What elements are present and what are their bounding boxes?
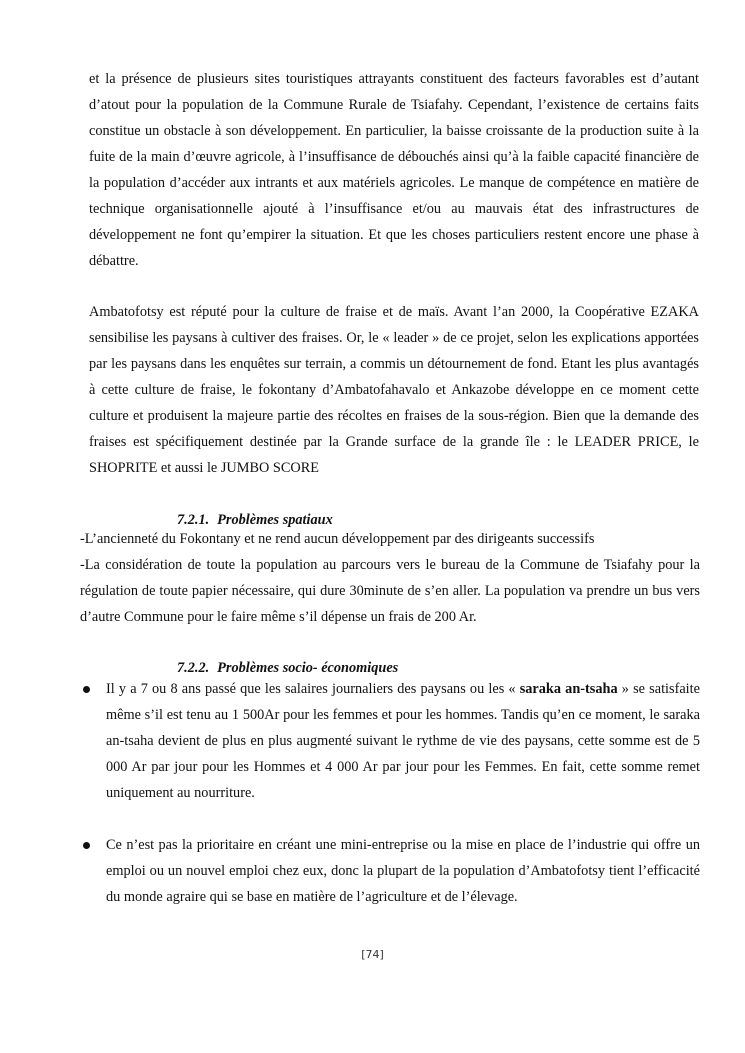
section-title: Problèmes spatiaux [217, 512, 333, 528]
page-number: [74] [361, 948, 384, 961]
paragraph-1: et la présence de plusieurs sites touristiques attrayants constituent des facteurs favorables est d’autant d’atout pour la population de la Commune Rurale de Tsiafahy. Cependant, l’existence de certains faits constitue un obstacle à son développement. En particulier, la baisse croissante de la production suite à la fuite de la main d’œuvre agricole, à l’insuffisance de débouchés ainsi qu’à la faible capacité financière de la population d’accéder aux intrants et aux matériels agricoles. Le manque de compétence en matière de technique organisationnelle ajouté à l’insuffisance et/ou au mauvais état des infrastructures de développement ne font qu’empirer la situation. Et que les choses particuliers restent encore une phase à débattre. [89, 71, 699, 269]
bullet-text-start: Il y a 7 ou 8 ans passé que les salaires journaliers des paysans ou les « [106, 681, 520, 697]
section-number: 7.2.2. [177, 660, 210, 676]
section-title: Problèmes socio- économiques [217, 660, 399, 676]
spatial-item-2: -La considération de toute la population au parcours vers le bureau de la Commune de Tsiafahy pour la régulation de toute papier nécessaire, qui dure 30minute de s’en aller. La population va prendre un bus vers d’autre Commune pour le faire même s’il dépense un frais de 200 Ar. [80, 557, 700, 625]
section-number: 7.2.1. [177, 512, 210, 528]
section-heading-socio-economic [177, 658, 398, 678]
paragraph-2: Ambatofotsy est réputé pour la culture de fraise et de maïs. Avant l’an 2000, la Coopérative EZAKA sensibilise les paysans à cultiver des fraises. Or, le « leader » de ce projet, selon les explications apportées par les paysans dans les enquêtes sur terrain, a commis un détournement de fond. Etant les plus avantagés à cette culture de fraise, le fokontany d’Ambatofahavalo et Ankazobe développe en ce moment cette culture et produisent la majeure partie des récoltes en fraises de la sous-région. Bien que la demande des fraises est spécifiquement destinée par la Grande surface de la grande île : le LEADER PRICE, le SHOPRITE et aussi le JUMBO SCORE [89, 304, 699, 476]
bullet-text-end: » se satisfaite même s’il est tenu au 1 500Ar pour les femmes et pour les hommes. Tandis qu’en ce moment, le saraka an-tsaha devient de plus en plus augmenté suivant le rythme de vie des paysans, cette somme est de 5 000 Ar par jour pour les Hommes et 4 000 Ar par jour pour les Femmes. En fait, cette somme remet uniquement au nourriture. [106, 681, 700, 801]
spatial-item-1: -L’ancienneté du Fokontany et ne rend aucun développement par des dirigeants successifs [80, 531, 595, 547]
bullet-item-2: Ce n’est pas la prioritaire en créant une mini-entreprise ou la mise en place de l’industrie qui offre un emploi ou un nouvel emploi chez eux, donc la plupart de la population d’Ambatofotsy tient l’efficacité du monde agraire qui se base en matière de l’agriculture et de l’élevage. [106, 837, 700, 905]
bullet-icon [83, 842, 90, 849]
bullet-item-1 [106, 676, 700, 806]
bullet-icon [83, 686, 90, 693]
bullet-bold-term: saraka an-tsaha [519, 681, 618, 697]
